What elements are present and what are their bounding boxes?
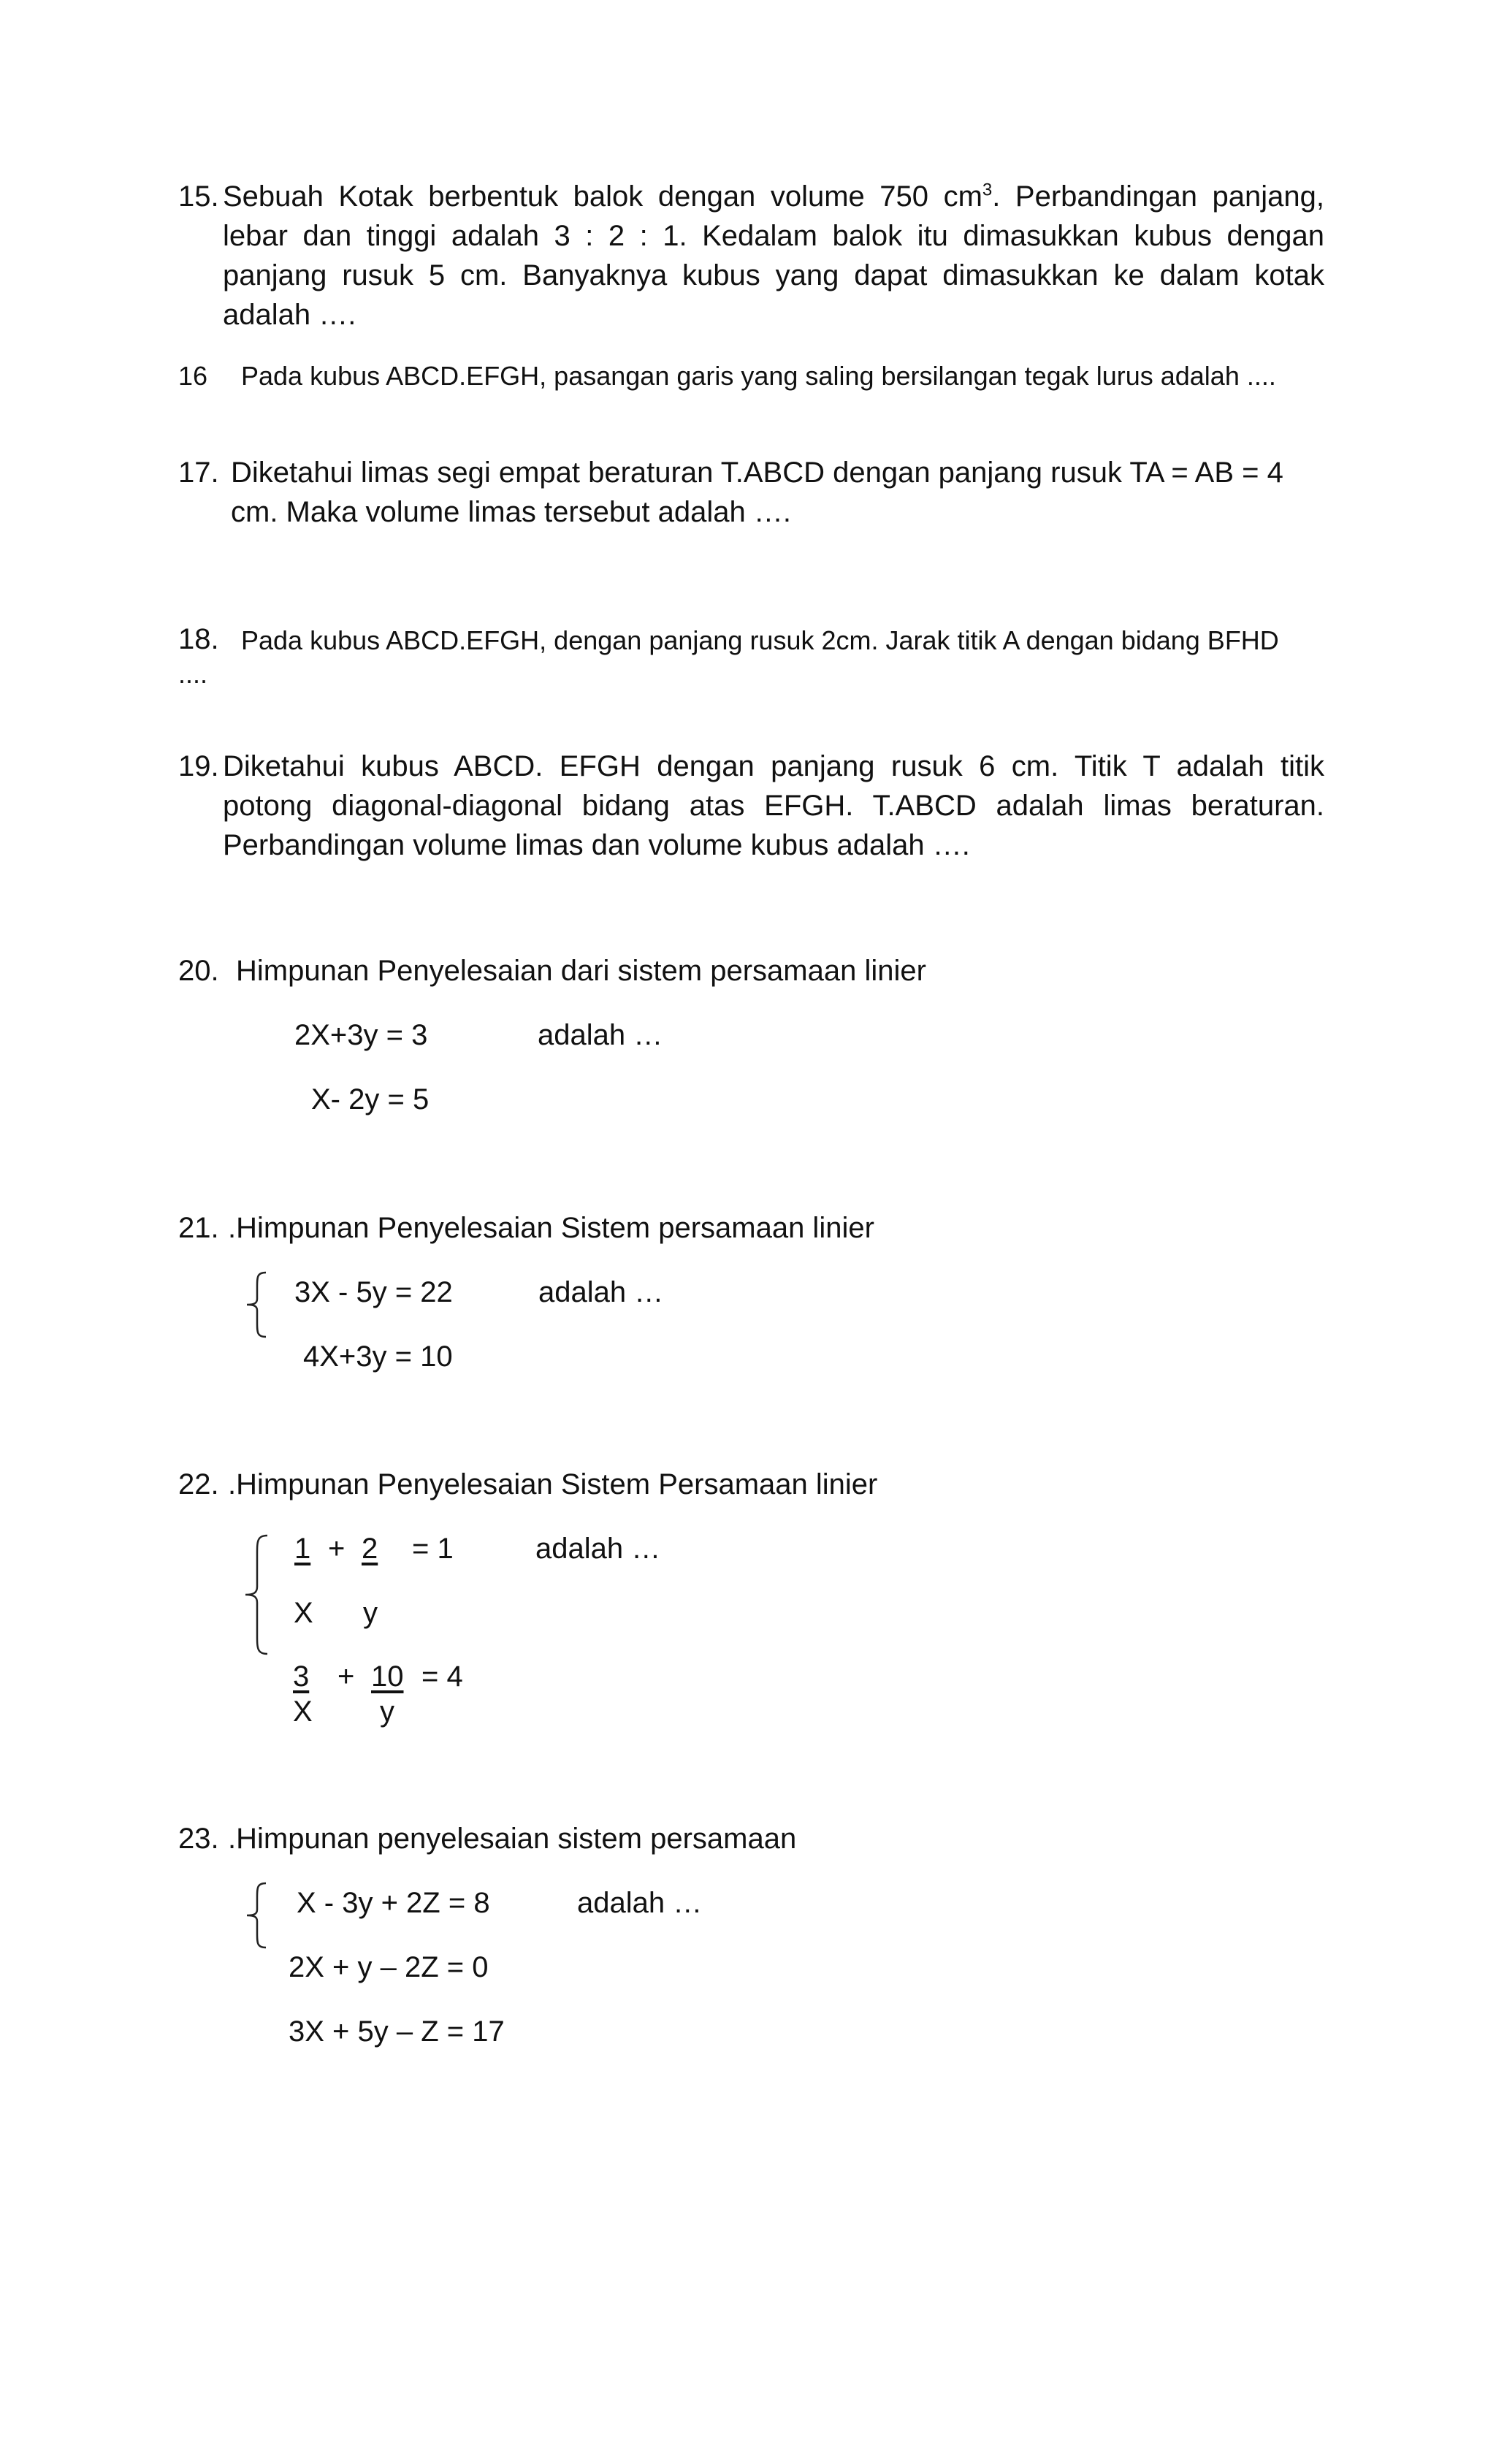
q19-line-1: Diketahui kubus ABCD. EFGH dengan panjang rusuk 6 cm. Titik T adalah titik	[223, 750, 1324, 782]
q19-line-3: Perbandingan volume limas dan volume kubus adalah ….	[223, 829, 970, 861]
q19-number: 19.	[178, 750, 219, 782]
q21-title: .Himpunan Penyelesaian Sistem persamaan linier	[228, 1212, 874, 1244]
q22-eq1-denominator-b: y	[363, 1597, 378, 1629]
q18-line-1: Pada kubus ABCD.EFGH, dengan panjang rusuk 2cm. Jarak titik A dengan bidang BFHD	[241, 625, 1279, 655]
q22-eq2-denominator-a: X	[293, 1696, 313, 1728]
q22-suffix: adalah …	[535, 1533, 661, 1565]
q21-suffix: adalah …	[538, 1276, 664, 1308]
q23-brace-icon	[241, 1880, 270, 1950]
q22-eq2-numerator-b: 10	[371, 1660, 404, 1693]
q17-line-1: Diketahui limas segi empat beraturan T.ABCD dengan panjang rusuk TA = AB = 4	[231, 457, 1283, 489]
q22-eq1-numerator-b: 2	[362, 1533, 378, 1565]
q23-title: .Himpunan penyelesaian sistem persamaan	[228, 1823, 797, 1855]
q20-equation-1: 2X+3y = 3	[294, 1019, 428, 1051]
q16-number: 16	[178, 361, 208, 391]
q18-line-2: ....	[178, 659, 208, 689]
q16-text: Pada kubus ABCD.EFGH, pasangan garis yang saling bersilangan tegak lurus adalah ....	[241, 361, 1276, 391]
q20-suffix: adalah …	[538, 1019, 663, 1051]
q23-equation-3: 3X + 5y – Z = 17	[289, 2015, 505, 2048]
q22-eq2-numerator-a: 3	[293, 1660, 310, 1693]
q22-eq1-rhs: = 1	[412, 1533, 454, 1565]
q21-brace-icon	[241, 1270, 270, 1340]
q22-eq2-plus: +	[337, 1660, 355, 1693]
q20-title: Himpunan Penyelesaian dari sistem persamaan linier	[236, 955, 926, 987]
q17-number: 17.	[178, 457, 219, 489]
q21-equation-1: 3X - 5y = 22	[294, 1276, 453, 1308]
q22-title: .Himpunan Penyelesaian Sistem Persamaan linier	[228, 1468, 878, 1500]
q22-number: 22.	[178, 1468, 219, 1500]
q22-eq2-denominator-b: y	[380, 1696, 394, 1728]
q15-line-1: Sebuah Kotak berbentuk balok dengan volume 750 $cm^3$. Perbandingan panjang,	[223, 180, 1324, 213]
q21-number: 21.	[178, 1212, 219, 1244]
q22-eq1-denominator-a: X	[294, 1597, 313, 1629]
q22-eq1-plus: +	[328, 1533, 346, 1565]
q20-number: 20.	[178, 955, 219, 987]
q15-line-3: panjang rusuk 5 cm. Banyaknya kubus yang dapat dimasukkan ke dalam kotak	[223, 259, 1324, 291]
q21-equation-2: 4X+3y = 10	[303, 1340, 453, 1373]
q22-eq2-rhs: = 4	[421, 1660, 463, 1693]
q19-text	[223, 747, 1324, 865]
q22-brace-icon	[241, 1533, 270, 1657]
q23-equation-1: X - 3y + 2Z = 8	[297, 1887, 490, 1919]
q15-superscript: 3	[982, 180, 993, 200]
q15-line-4: adalah ….	[223, 299, 356, 331]
q15-number: 15.	[178, 180, 219, 213]
q23-equation-2: 2X + y – 2Z = 0	[289, 1951, 489, 1983]
q18-number: 18.	[178, 623, 219, 655]
q20-equation-2: X- 2y = 5	[311, 1083, 430, 1115]
q22-eq1-numerator-a: 1	[294, 1533, 311, 1565]
q19-line-2: potong diagonal-diagonal bidang atas EFGH. T.ABCD adalah limas beraturan.	[223, 790, 1324, 822]
q15-line-2: lebar dan tinggi adalah 3 : 2 : 1. Kedalam balok itu dimasukkan kubus dengan	[223, 220, 1324, 252]
q23-number: 23.	[178, 1823, 219, 1855]
q17-line-2: cm. Maka volume limas tersebut adalah ….	[231, 496, 791, 528]
q23-suffix: adalah …	[577, 1887, 703, 1919]
q15-text	[223, 177, 1324, 335]
